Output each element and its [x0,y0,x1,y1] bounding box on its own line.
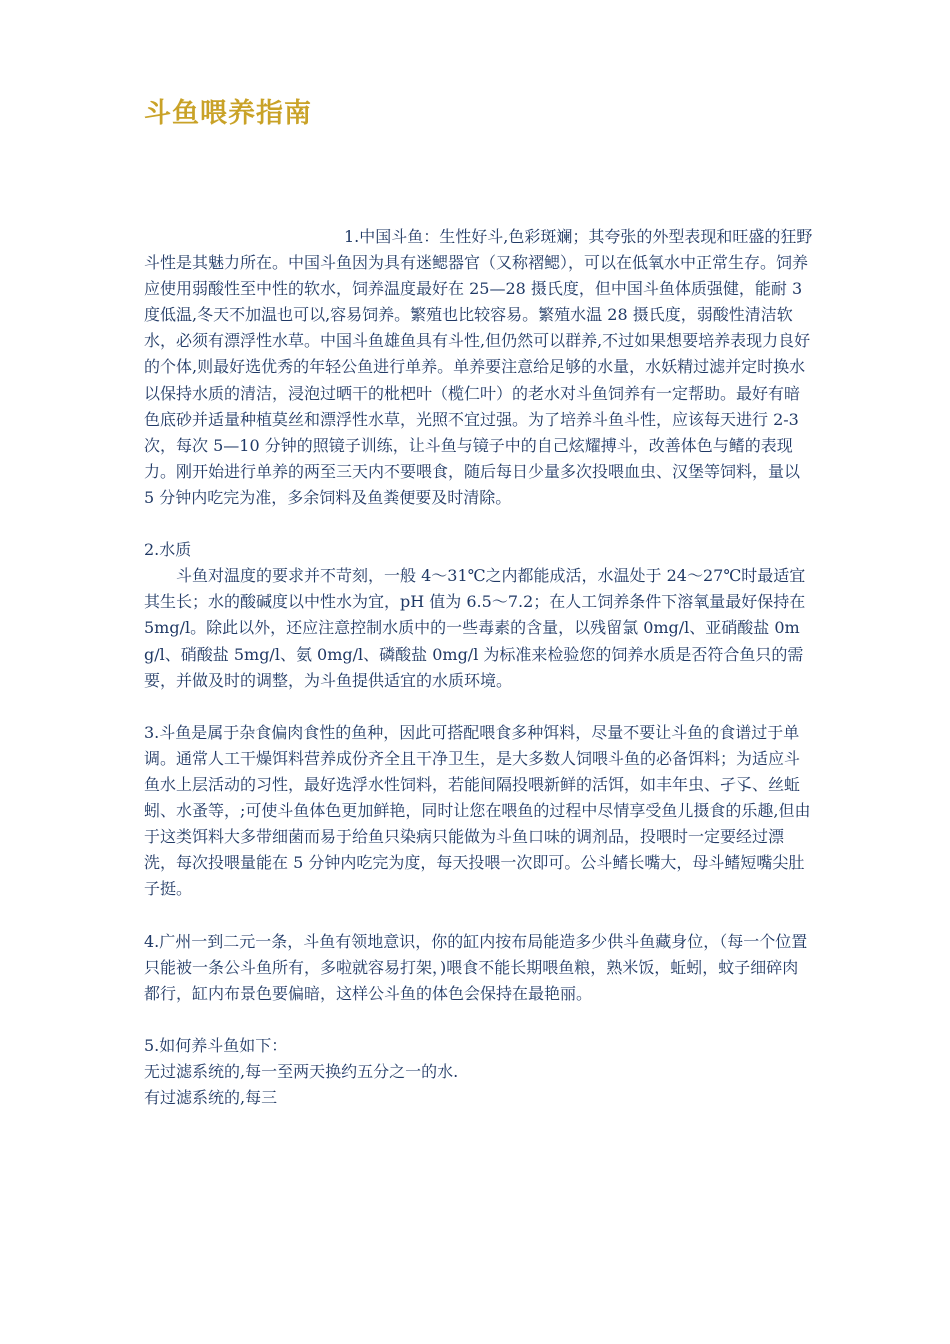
paragraph-section-4: 4.广州一到二元一条，斗鱼有领地意识，你的缸内按布局能造多少供斗鱼藏身位，（每一个位置只能被一条公斗鱼所有，多啦就容易打架，)喂食不能长期喂鱼粮，熟米饭，蚯蚓，蚊子细碎肉都行，缸内布景色要偏暗，这样公斗鱼的体色会保持在最艳丽。 [144,931,808,1003]
paragraph-section-1: 1.中国斗鱼：生性好斗,色彩斑斓；其夸张的外型表现和旺盛的狂野斗性是其魅力所在。中国斗鱼因为具有迷鳃器官（又称褶鳃），可以在低氧水中正常生存。饲养应使用弱酸性至中性的软水，饲养温度最好在 25—28 摄氏度，但中国斗鱼体质强健，能耐 3 度低温,冬天不加温也可以,容易饲养。繁殖也比较容易。繁殖水温 28 摄氏度，弱酸性清洁软水，必须有漂浮性水草。中国斗鱼雄鱼具有斗性,但仍然可以群养,不过如果想要培养表现力良好的个体,则最好选优秀的年轻公鱼进行单养。单养要注意给足够的水量，水妖精过滤并定时换水以保持水质的清洁，浸泡过晒干的枇杷叶（榄仁叶）的老水对斗鱼饲养有一定帮助。最好有暗色底砂并适量种植莫丝和漂浮性水草，光照不宜过强。为了培养斗鱼斗性，应该每天进行 2-3 次，每次 5—10 分钟的照镜子训练，让斗鱼与镜子中的自己炫耀搏斗，改善体色与鳍的表现力。刚开始进行单养的两至三天内不要喂食，随后每日少量多次投喂血虫、汉堡等饲料，量以 5 分钟内吃完为准，多余饲料及鱼粪便要及时清除。 [144,227,813,507]
paragraph-section-3: 3.斗鱼是属于杂食偏肉食性的鱼种，因此可搭配喂食多种饵料，尽量不要让斗鱼的食谱过于单调。通常人工干燥饵料营养成份齐全且干净卫生，是大多数人饲喂斗鱼的必备饵料；为适应斗鱼水上层活动的习性，最好选浮水性饲料，若能间隔投喂新鲜的活饵，如丰年虫、孑孓、丝蚯蚓、水蚤等，;可使斗鱼体色更加鲜艳，同时让您在喂鱼的过程中尽情享受鱼儿摄食的乐趣,但由于这类饵料大多带细菌而易于给鱼只染病只能做为斗鱼口味的调剂品，投喂时一定要经过漂洗，每次投喂量能在 5 分钟内吃完为度，每天投喂一次即可。公斗鳍长嘴大，母斗鳍短嘴尖肚子挺。 [144,722,811,899]
paragraph-spacer [144,694,814,720]
document-body [144,224,814,1111]
paragraph-section-2: 斗鱼对温度的要求并不苛刻，一般 4～31℃之内都能成活，水温处于 24～27℃时最适宜其生长；水的酸碱度以中性水为宜，pH 值为 6.5～7.2；在人工饲养条件下溶氧量最好保持在 5mg/l。除此以外，还应注意控制水质中的一些毒素的含量，以残留氯 0mg/l、亚硝酸盐 0mg/l、硝酸盐 5mg/l、氨 0mg/l、磷酸盐 0mg/l 为标准来检验您的饲养水质是否符合鱼只的需要，并做及时的调整，为斗鱼提供适宜的水质环境。 [144,566,811,690]
section-2-heading: 2.水质 [144,540,192,560]
section-5-line-2: 有过滤系统的,每三 [144,1088,278,1108]
paragraph-spacer [144,511,814,537]
paragraph-spacer [144,1007,814,1033]
section-5-line-1: 无过滤系统的,每一至两天换约五分之一的水. [144,1062,459,1081]
paragraph-spacer [144,902,814,928]
section-5-heading: 5.如何养斗鱼如下： [144,1035,288,1055]
page-title: 斗鱼喂养指南 [144,98,312,129]
